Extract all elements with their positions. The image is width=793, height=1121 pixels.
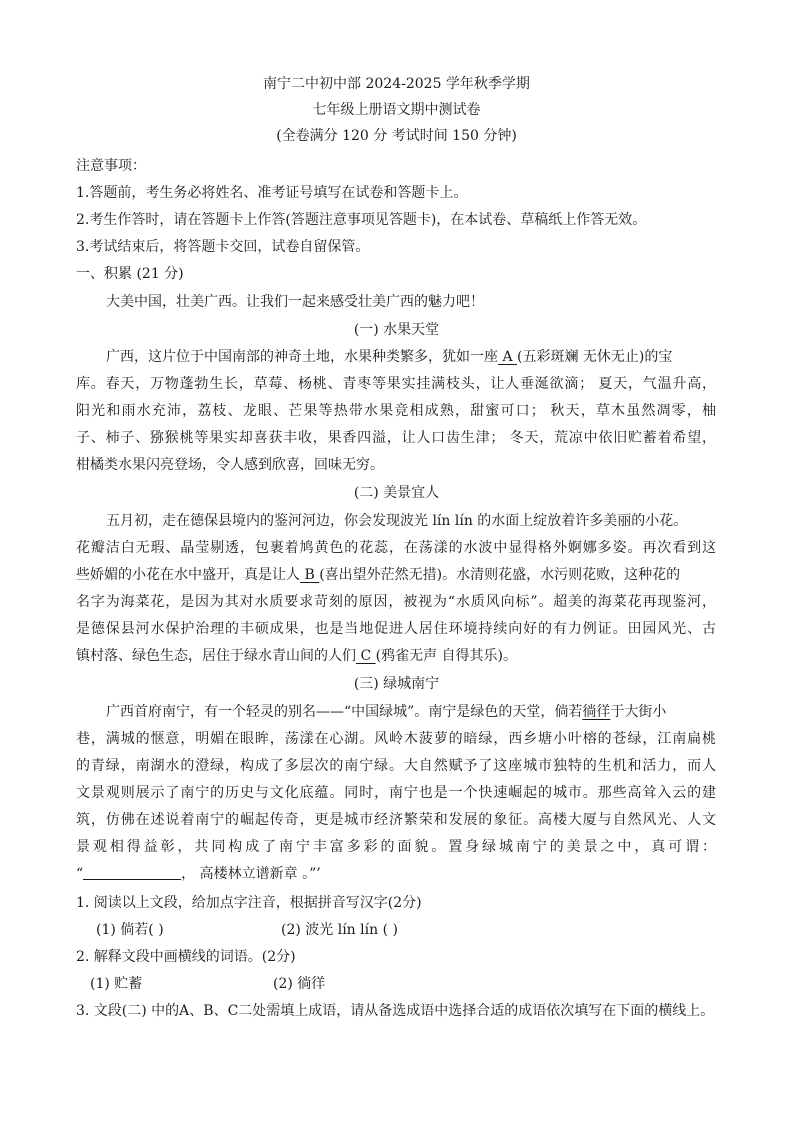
text-run: (喜出望外茫然无措)。水清则花盛，水污则花败，这种花的: [319, 567, 681, 583]
part1-line-5: 柑橘类水果闪亮登场，令人感到欣喜，回味无穷。: [76, 457, 384, 473]
part3-line-6: 景观相得益彰，共同构成了南宁丰富多彩的面貌。置身绿城南宁的美景之中，真可谓：: [76, 839, 716, 855]
exam-note: (全卷满分 120 分 考试时间 150 分钟): [276, 128, 517, 144]
part2-line-1: 五月初，走在德保县境内的鉴河河边，你会发现波光 lín lín 的水面上绽放着许多美丽的小花。: [106, 513, 688, 529]
text-run: 些娇媚的小花在水中盛开，真是让人: [76, 567, 300, 583]
part2-title: (二) 美景宜人: [353, 485, 440, 501]
question-2-b: (2) 徜徉: [273, 976, 326, 992]
question-1-a: (1) 倘若( ): [96, 922, 164, 938]
part1-title: (一) 水果天堂: [353, 322, 440, 338]
part3-line-5: 筑，仿佛在述说着南宁的崛起传奇，更是城市经济繁荣和发展的象征。高楼大厦与自然风光、人文: [76, 812, 716, 828]
part3-title: (三) 绿城南宁: [353, 676, 440, 692]
notice-item-1: 1.答题前，考生务必将姓名、准考证号填写在试卷和答题卡上。: [76, 185, 468, 201]
text-run: (鸦雀无声 自得其乐)。: [375, 648, 517, 664]
blank-a: A: [498, 349, 518, 365]
text-run: 广西，这片位于中国南部的神奇土地，水果种类繁多，犹如一座: [106, 349, 498, 365]
part2-line-2: 花瓣洁白无瑕、晶莹剔透，包裹着鸠黄色的花蕊，在荡漾的水波中显得格外婀娜多姿。再次看到这: [76, 540, 716, 556]
part3-line-3: 的青绿，南湖水的澄绿，构成了多层次的南宁绿。大自然赋予了这座城市独特的生机和活力，而人: [76, 758, 716, 774]
question-1: 1. 阅读以上文段，给加点字注音，根据拼音写汉字(2分): [76, 895, 422, 911]
text-run: 镇村落、绿色生态，居住于绿水青山间的人们: [76, 648, 356, 664]
exam-subtitle: 七年级上册语文期中测试卷: [312, 102, 481, 118]
question-1-b: (2) 波光 lín lín ( ): [281, 922, 398, 938]
part1-line-3: 阳光和雨水充沛，荔枝、龙眼、芒果等热带水果竞相成熟，甜蜜可口； 秋天，草木虽然凋零，柚: [76, 403, 716, 419]
notice-item-2: 2.考生作答时，请在答题卡上作答(答题注意事项见答题卡)，在本试卷、草稿纸上作答无效。: [76, 212, 647, 228]
part3-line-4: 文景观则展示了南宁的历史与文化底蕴。同时，南宁也是一个快速崛起的城市。那些高耸入云的建: [76, 785, 716, 801]
exam-title: 南宁二中初中部 2024-2025 学年秋季学期: [263, 76, 530, 92]
part2-line-6: [76, 646, 517, 666]
part3-line-7: [76, 864, 321, 884]
text-run: ， 高楼林立谱新章 。”’: [181, 866, 321, 882]
part2-line-3: [76, 565, 680, 585]
question-2: 2. 解释文段中画横线的词语。(2分): [76, 949, 296, 965]
section-heading: 一、积累 (21 分): [76, 266, 184, 282]
text-run: 于大街小: [610, 704, 667, 720]
text-run: “: [76, 866, 84, 882]
question-2-a: (1) 贮蓄: [90, 976, 143, 992]
part2-line-4: 名字为海菜花，是因为其对水质要求苛刻的原因，被视为“水质风向标”。超美的海菜花再现鉴河，: [76, 594, 716, 610]
fill-blank: [83, 865, 181, 880]
notice-heading: 注意事项：: [76, 158, 146, 174]
blank-c: C: [356, 648, 376, 664]
text-run: 广西首府南宁，有一个轻灵的别名——“中国绿城”。南宁是绿色的天堂，倘若: [106, 704, 583, 720]
notice-item-3: 3.考试结束后，将答题卡交回，试卷自留保管。: [76, 239, 370, 255]
question-3: 3. 文段(二) 中的A、B、C二处需填上成语，请从备选成语中选择合适的成语依次填写在下面的横线上。: [76, 1003, 715, 1019]
part3-line-1: [106, 702, 666, 722]
part1-line-4: 子、柿子、猕猴桃等果实却喜获丰收，果香四溢，让人口齿生津； 冬天，荒凉中依旧贮蓄着希望，: [76, 430, 716, 446]
part1-line-1: [106, 347, 716, 367]
section-intro: 大美中国，壮美广西。让我们一起来感受壮美广西的魅力吧！: [106, 294, 484, 310]
part1-line-2: 库。春天，万物蓬勃生长，草莓、杨桃、青枣等果实挂满枝头，让人垂涎欲滴； 夏天，气温升高，: [76, 376, 716, 392]
part2-line-5: 是德保县河水保护治理的丰硕成果，也是当地促进人居住环境持续向好的有力例证。田园风光、古: [76, 621, 716, 637]
underlined-word: 徜徉: [582, 704, 611, 720]
blank-b: B: [300, 567, 320, 583]
part3-line-2: 巷，满城的惬意，明媚在眼眸，荡漾在心湖。风岭木菠萝的暗绿，西乡塘小叶榕的苍绿，江南扁桃: [76, 731, 716, 747]
text-run: (五彩斑斓 无休无止)的宝: [517, 349, 673, 365]
